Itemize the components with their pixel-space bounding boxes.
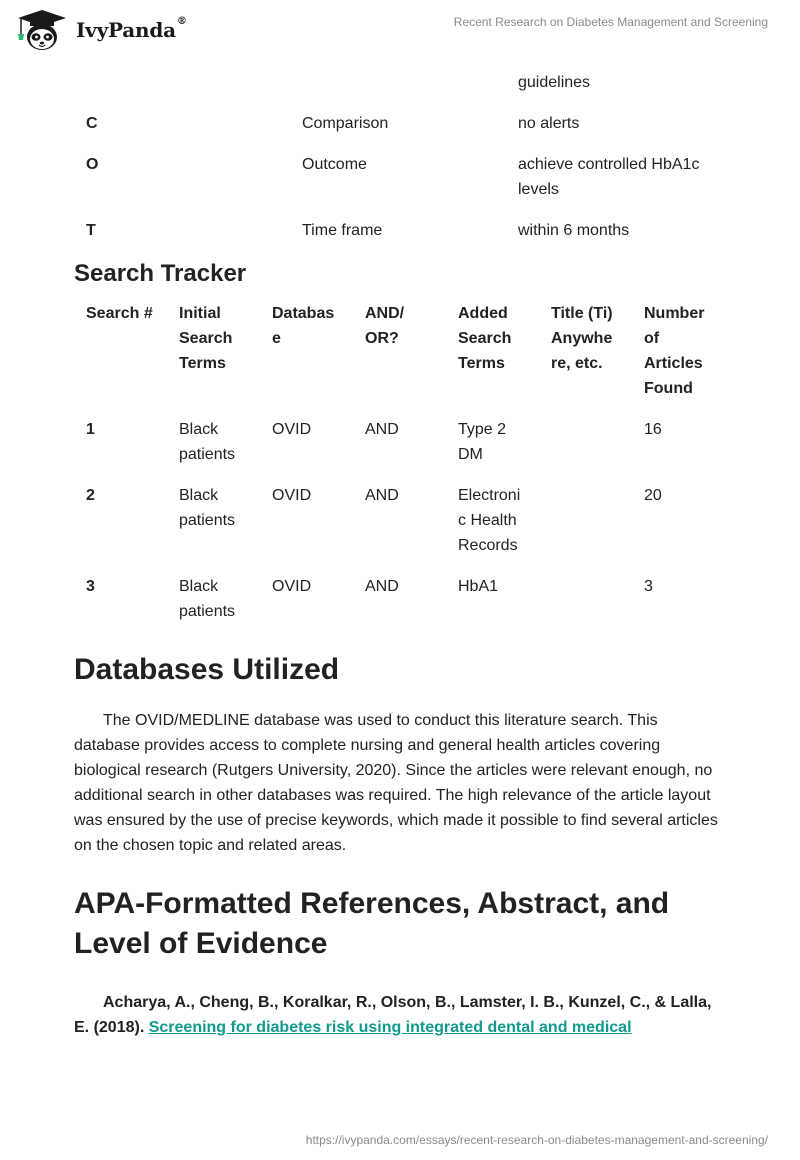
table-row [74,218,726,259]
and-or: AND [365,487,399,504]
picot-fragment: guidelines [518,74,591,91]
picot-letter: C [86,115,98,132]
table-row [74,574,726,640]
search-number: 3 [86,578,95,595]
initial-terms: Black patients [179,487,236,529]
table-row [74,483,726,574]
header-title: Recent Research on Diabetes Management and Screening [453,15,768,29]
column-header: Databas e [272,305,335,347]
picot-element: Comparison [302,115,389,132]
databases-heading: Databases Utilized [74,653,340,686]
picot-letter: T [86,222,96,239]
title-anywhere [539,417,632,483]
logo[interactable] [14,8,187,52]
column-header: Added Search Terms [458,305,512,372]
added-terms: HbA1 [458,578,499,595]
articles-found: 16 [644,421,662,438]
picot-description: within 6 months [518,222,630,239]
added-terms: Type 2 DM [458,421,507,463]
article-content [74,70,726,1040]
page-header [0,0,800,60]
database: OVID [272,487,312,504]
table-row [74,70,726,111]
search-number: 2 [86,487,95,504]
title-anywhere [539,483,632,574]
database: OVID [272,578,312,595]
picot-description: achieve controlled HbA1c levels [518,156,700,198]
references-heading: APA-Formatted References, Abstract, and Level of Evidence [74,887,670,960]
initial-terms: Black patients [179,421,236,463]
added-terms: Electroni c Health Records [458,487,521,554]
footer-url: https://ivypanda.com/essays/recent-research-on-diabetes-management-and-screening/ [305,1133,768,1147]
table-row [74,417,726,483]
picot-description: no alerts [518,115,580,132]
search-number: 1 [86,421,95,438]
database: OVID [272,421,312,438]
articles-found: 20 [644,487,662,504]
title-anywhere [539,574,632,640]
reference-authors: Acharya, A., Cheng, B., Koralkar, R., Olson, B., Lamster, I. B., Kunzel, C., & Lalla, E. (2018). [74,994,712,1036]
articles-found: 3 [644,578,653,595]
panda-graduate-icon [14,8,70,52]
picot-element: Time frame [302,222,383,239]
picot-element: Outcome [302,156,367,173]
search-tracker-heading: Search Tracker [74,260,247,287]
table-header-row [74,301,726,417]
reference-link[interactable]: Screening for diabetes risk using integrated dental and medical [148,1019,632,1036]
picot-table [74,70,726,259]
column-header: AND/ OR? [365,305,405,347]
picot-letter: O [86,156,99,173]
column-header: Title (Ti) Anywhe re, etc. [551,305,613,372]
and-or: AND [365,578,399,595]
column-header: Number of Articles Found [644,305,705,397]
column-header: Initial Search Terms [179,305,233,372]
and-or: AND [365,421,399,438]
table-row [74,111,726,152]
search-tracker-table [74,301,726,640]
column-header: Search # [86,305,153,322]
reference-entry [74,990,726,1040]
table-row [74,152,726,218]
initial-terms: Black patients [179,578,236,620]
databases-paragraph: The OVID/MEDLINE database was used to conduct this literature search. This database provides access to complete nursing and general health articles covering biological research (Rutgers University, 2020). Since the articles were relevant enough, no additional search in other databases was required. The high relevance of the article layout was ensured by the use of precise keywords, which made it possible to find several articles on the chosen topic and related areas. [74,712,718,854]
brand-name: IvyPanda® [76,16,187,42]
